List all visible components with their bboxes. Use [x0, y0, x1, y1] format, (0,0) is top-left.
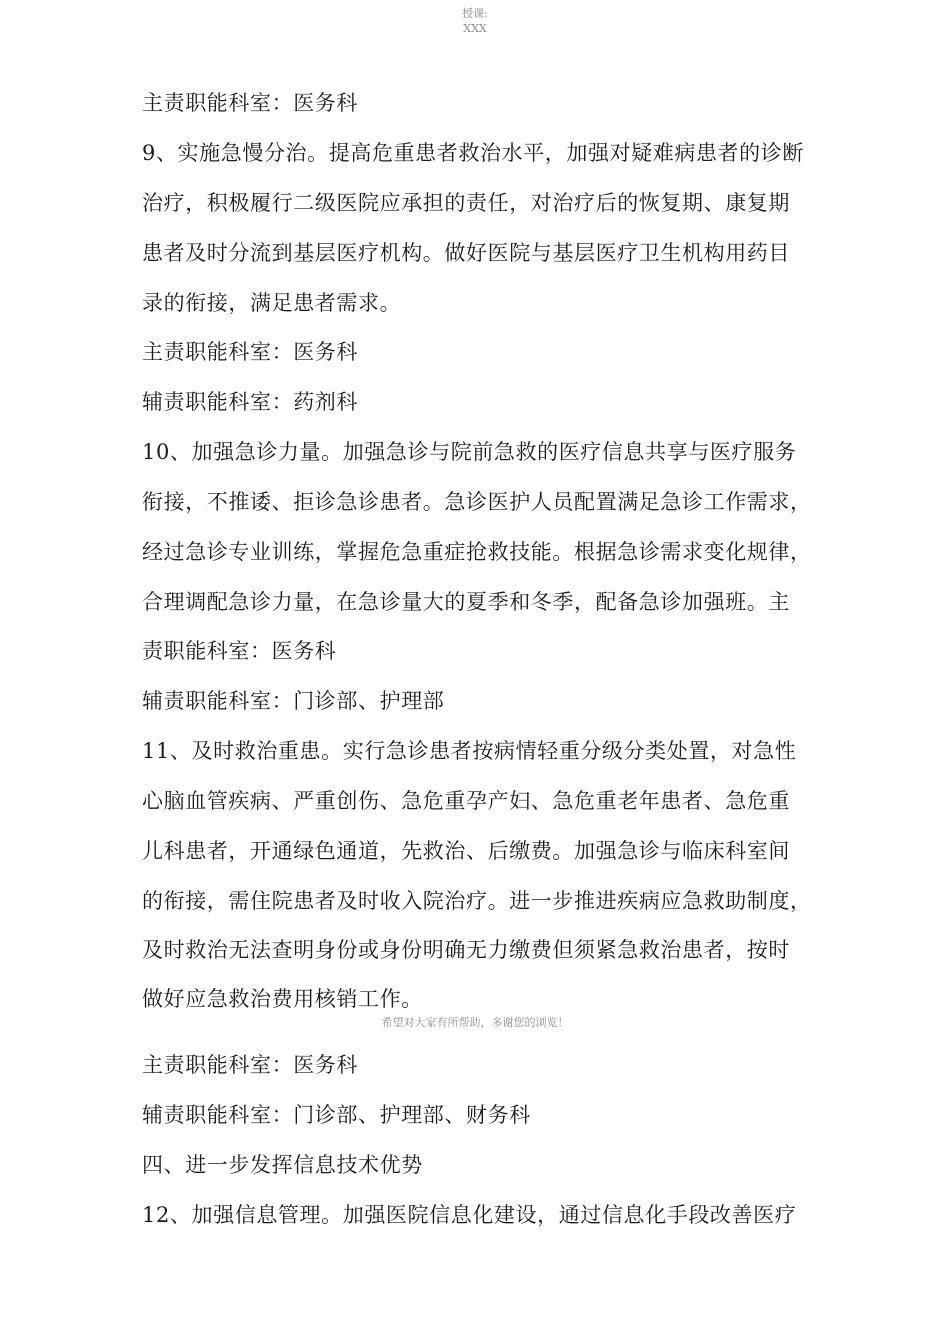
body-line: 四、进一步发挥信息技术优势 [142, 1153, 423, 1177]
body-line: 主责职能科室：医务科 [142, 91, 358, 115]
page-header-author: XXX [463, 22, 487, 35]
body-line: 儿科患者，开通绿色通道，先救治、后缴费。加强急诊与临床科室间 [142, 839, 790, 863]
body-line: 11、及时救治重患。实行急诊患者按病情轻重分级分类处置，对急性 [142, 739, 797, 763]
body-line: 衔接，不推诿、拒诊急诊患者。急诊医护人员配置满足急诊工作需求， [142, 490, 812, 514]
body-line: 治疗，积极履行二级医院应承担的责任，对治疗后的恢复期、康复期 [142, 191, 790, 215]
body-line: 辅责职能科室：门诊部、护理部、财务科 [142, 1103, 531, 1127]
body-line: 经过急诊专业训练，掌握危急重症抢救技能。根据急诊需求变化规律， [142, 540, 812, 564]
body-line: 主责职能科室：医务科 [142, 1053, 358, 1077]
body-line: 患者及时分流到基层医疗机构。做好医院与基层医疗卫生机构用药目 [142, 241, 790, 265]
body-line: 主责职能科室：医务科 [142, 340, 358, 364]
body-line: 合理调配急诊力量，在急诊量大的夏季和冬季，配备急诊加强班。主 [142, 590, 790, 614]
body-line: 做好应急救治费用核销工作。 [142, 987, 423, 1011]
body-line: 的衔接，需住院患者及时收入院治疗。进一步推进疾病应急救助制度， [142, 889, 812, 913]
page-footer: 希望对大家有所帮助，多谢您的浏览！ [381, 1016, 569, 1029]
body-line: 心脑血管疾病、严重创伤、急危重孕产妇、急危重老年患者、急危重 [142, 789, 790, 813]
body-line: 录的衔接，满足患者需求。 [142, 291, 402, 315]
body-line: 12、加强信息管理。加强医院信息化建设，通过信息化手段改善医疗 [142, 1203, 797, 1227]
body-line: 及时救治无法查明身份或身份明确无力缴费但须紧急救治患者，按时 [142, 938, 790, 962]
body-line: 辅责职能科室：药剂科 [142, 390, 358, 414]
body-line: 辅责职能科室：门诊部、护理部 [142, 689, 445, 713]
body-line: 责职能科室：医务科 [142, 639, 337, 663]
body-line: 9、实施急慢分治。提高危重患者救治水平，加强对疑难病患者的诊断 [142, 141, 804, 165]
page-header-label: 授课: [462, 7, 488, 20]
body-line: 10、加强急诊力量。加强急诊与院前急救的医疗信息共享与医疗服务 [142, 440, 797, 464]
